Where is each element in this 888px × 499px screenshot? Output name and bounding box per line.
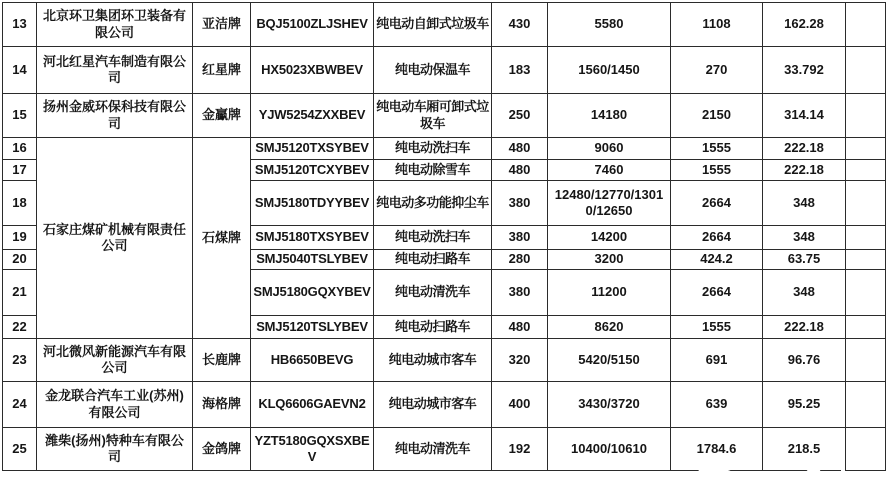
value-a-cell: 5580 — [548, 3, 671, 47]
vehicle-type-cell: 纯电动自卸式垃圾车 — [374, 3, 492, 47]
empty-cell — [846, 428, 886, 471]
value-b-cell: 1784.6 — [671, 428, 763, 471]
vehicle-type-cell: 纯电动扫路车 — [374, 250, 492, 270]
vehicle-type-cell: 纯电动清洗车 — [374, 428, 492, 471]
value-c-cell: 314.14 — [763, 94, 846, 138]
qty-cell: 380 — [492, 181, 548, 226]
qty-cell: 192 — [492, 428, 548, 471]
value-a-cell: 11200 — [548, 270, 671, 316]
qty-cell: 430 — [492, 3, 548, 47]
value-a-cell: 3200 — [548, 250, 671, 270]
qty-cell: 250 — [492, 94, 548, 138]
value-a-cell: 12480/12770/13010/12650 — [548, 181, 671, 226]
table-row — [3, 3, 886, 47]
empty-cell — [846, 339, 886, 382]
vehicle-type-cell: 纯电动车厢可卸式垃圾车 — [374, 94, 492, 138]
table-row — [3, 138, 886, 160]
qty-cell: 320 — [492, 339, 548, 382]
vehicle-catalog-table — [2, 2, 886, 471]
empty-cell — [846, 3, 886, 47]
model-cell: SMJ5040TSLYBEV — [251, 250, 374, 270]
row-number-cell: 21 — [3, 270, 37, 316]
table-row — [3, 382, 886, 428]
row-number-cell: 16 — [3, 138, 37, 160]
vehicle-type-cell: 纯电动多功能抑尘车 — [374, 181, 492, 226]
brand-cell: 亚洁牌 — [193, 3, 251, 47]
vehicle-type-cell: 纯电动除雪车 — [374, 160, 492, 181]
value-b-cell: 424.2 — [671, 250, 763, 270]
company-cell: 河北红星汽车制造有限公司 — [37, 47, 193, 94]
empty-cell — [846, 94, 886, 138]
row-number-cell: 23 — [3, 339, 37, 382]
value-c-cell: 222.18 — [763, 138, 846, 160]
model-cell: HB6650BEVG — [251, 339, 374, 382]
qty-cell: 480 — [492, 160, 548, 181]
value-b-cell: 1555 — [671, 316, 763, 339]
vehicle-type-cell: 纯电动城市客车 — [374, 382, 492, 428]
empty-cell — [846, 270, 886, 316]
row-number-cell: 14 — [3, 47, 37, 94]
model-cell: KLQ6606GAEVN2 — [251, 382, 374, 428]
empty-cell — [846, 138, 886, 160]
row-number-cell: 17 — [3, 160, 37, 181]
value-b-cell: 1555 — [671, 160, 763, 181]
model-cell: SMJ5120TCXYBEV — [251, 160, 374, 181]
row-number-cell: 22 — [3, 316, 37, 339]
vehicle-type-cell: 纯电动保温车 — [374, 47, 492, 94]
value-b-cell: 691 — [671, 339, 763, 382]
model-cell: SMJ5180GQXYBEV — [251, 270, 374, 316]
empty-cell — [846, 181, 886, 226]
value-c-cell: 33.792 — [763, 47, 846, 94]
table-row — [3, 428, 886, 471]
company-cell: 北京环卫集团环卫装备有限公司 — [37, 3, 193, 47]
value-b-cell: 270 — [671, 47, 763, 94]
empty-cell — [846, 226, 886, 250]
empty-cell — [846, 160, 886, 181]
value-c-cell: 96.76 — [763, 339, 846, 382]
model-cell: BQJ5100ZLJSHEV — [251, 3, 374, 47]
value-a-cell: 14200 — [548, 226, 671, 250]
vehicle-type-cell: 纯电动扫路车 — [374, 316, 492, 339]
value-b-cell: 2664 — [671, 270, 763, 316]
value-c-cell: 348 — [763, 181, 846, 226]
value-a-cell: 14180 — [548, 94, 671, 138]
value-b-cell: 2664 — [671, 226, 763, 250]
row-number-cell: 24 — [3, 382, 37, 428]
value-a-cell: 8620 — [548, 316, 671, 339]
empty-cell — [846, 382, 886, 428]
row-number-cell: 19 — [3, 226, 37, 250]
table-row — [3, 47, 886, 94]
brand-cell: 金鸽牌 — [193, 428, 251, 471]
row-number-cell: 15 — [3, 94, 37, 138]
qty-cell: 480 — [492, 138, 548, 160]
value-c-cell: 222.18 — [763, 316, 846, 339]
company-cell: 潍柴(扬州)特种车有限公司 — [37, 428, 193, 471]
value-c-cell: 95.25 — [763, 382, 846, 428]
qty-cell: 480 — [492, 316, 548, 339]
model-cell: SMJ5180TXSYBEV — [251, 226, 374, 250]
brand-cell: 红星牌 — [193, 47, 251, 94]
empty-cell — [846, 250, 886, 270]
brand-cell-merged: 石煤牌 — [193, 138, 251, 339]
value-b-cell: 1108 — [671, 3, 763, 47]
table-row — [3, 339, 886, 382]
whiteout-scribble — [818, 461, 842, 466]
qty-cell: 380 — [492, 270, 548, 316]
qty-cell: 400 — [492, 382, 548, 428]
value-c-cell: 162.28 — [763, 3, 846, 47]
vehicle-type-cell: 纯电动洗扫车 — [374, 138, 492, 160]
value-a-cell: 3430/3720 — [548, 382, 671, 428]
empty-cell — [846, 47, 886, 94]
model-cell: HX5023XBWBEV — [251, 47, 374, 94]
table-row — [3, 94, 886, 138]
brand-cell: 长鹿牌 — [193, 339, 251, 382]
vehicle-type-cell: 纯电动清洗车 — [374, 270, 492, 316]
value-c-cell: 63.75 — [763, 250, 846, 270]
value-a-cell: 1560/1450 — [548, 47, 671, 94]
model-cell: SMJ5120TSLYBEV — [251, 316, 374, 339]
company-cell: 扬州金威环保科技有限公司 — [37, 94, 193, 138]
whiteout-scribble — [712, 468, 732, 476]
value-a-cell: 9060 — [548, 138, 671, 160]
model-cell: YZT5180GQXSXBEV — [251, 428, 374, 471]
brand-cell: 金鸁牌 — [193, 94, 251, 138]
row-number-cell: 25 — [3, 428, 37, 471]
value-b-cell: 2150 — [671, 94, 763, 138]
value-c-cell: 348 — [763, 270, 846, 316]
value-b-cell: 1555 — [671, 138, 763, 160]
qty-cell: 380 — [492, 226, 548, 250]
row-number-cell: 20 — [3, 250, 37, 270]
value-c-cell: 218.5 — [763, 428, 846, 471]
model-cell: SMJ5180TDYYBEV — [251, 181, 374, 226]
qty-cell: 280 — [492, 250, 548, 270]
vehicle-type-cell: 纯电动城市客车 — [374, 339, 492, 382]
value-c-cell: 348 — [763, 226, 846, 250]
company-cell: 金龙联合汽车工业(苏州)有限公司 — [37, 382, 193, 428]
model-cell: YJW5254ZXXBEV — [251, 94, 374, 138]
value-a-cell: 10400/10610 — [548, 428, 671, 471]
value-a-cell: 5420/5150 — [548, 339, 671, 382]
empty-cell — [846, 316, 886, 339]
value-b-cell: 639 — [671, 382, 763, 428]
value-c-cell: 222.18 — [763, 160, 846, 181]
company-cell-merged: 石家庄煤矿机械有限责任公司 — [37, 138, 193, 339]
value-a-cell: 7460 — [548, 160, 671, 181]
company-cell: 河北微风新能源汽车有限公司 — [37, 339, 193, 382]
vehicle-type-cell: 纯电动洗扫车 — [374, 226, 492, 250]
row-number-cell: 13 — [3, 3, 37, 47]
row-number-cell: 18 — [3, 181, 37, 226]
brand-cell: 海格牌 — [193, 382, 251, 428]
qty-cell: 183 — [492, 47, 548, 94]
model-cell: SMJ5120TXSYBEV — [251, 138, 374, 160]
value-b-cell: 2664 — [671, 181, 763, 226]
